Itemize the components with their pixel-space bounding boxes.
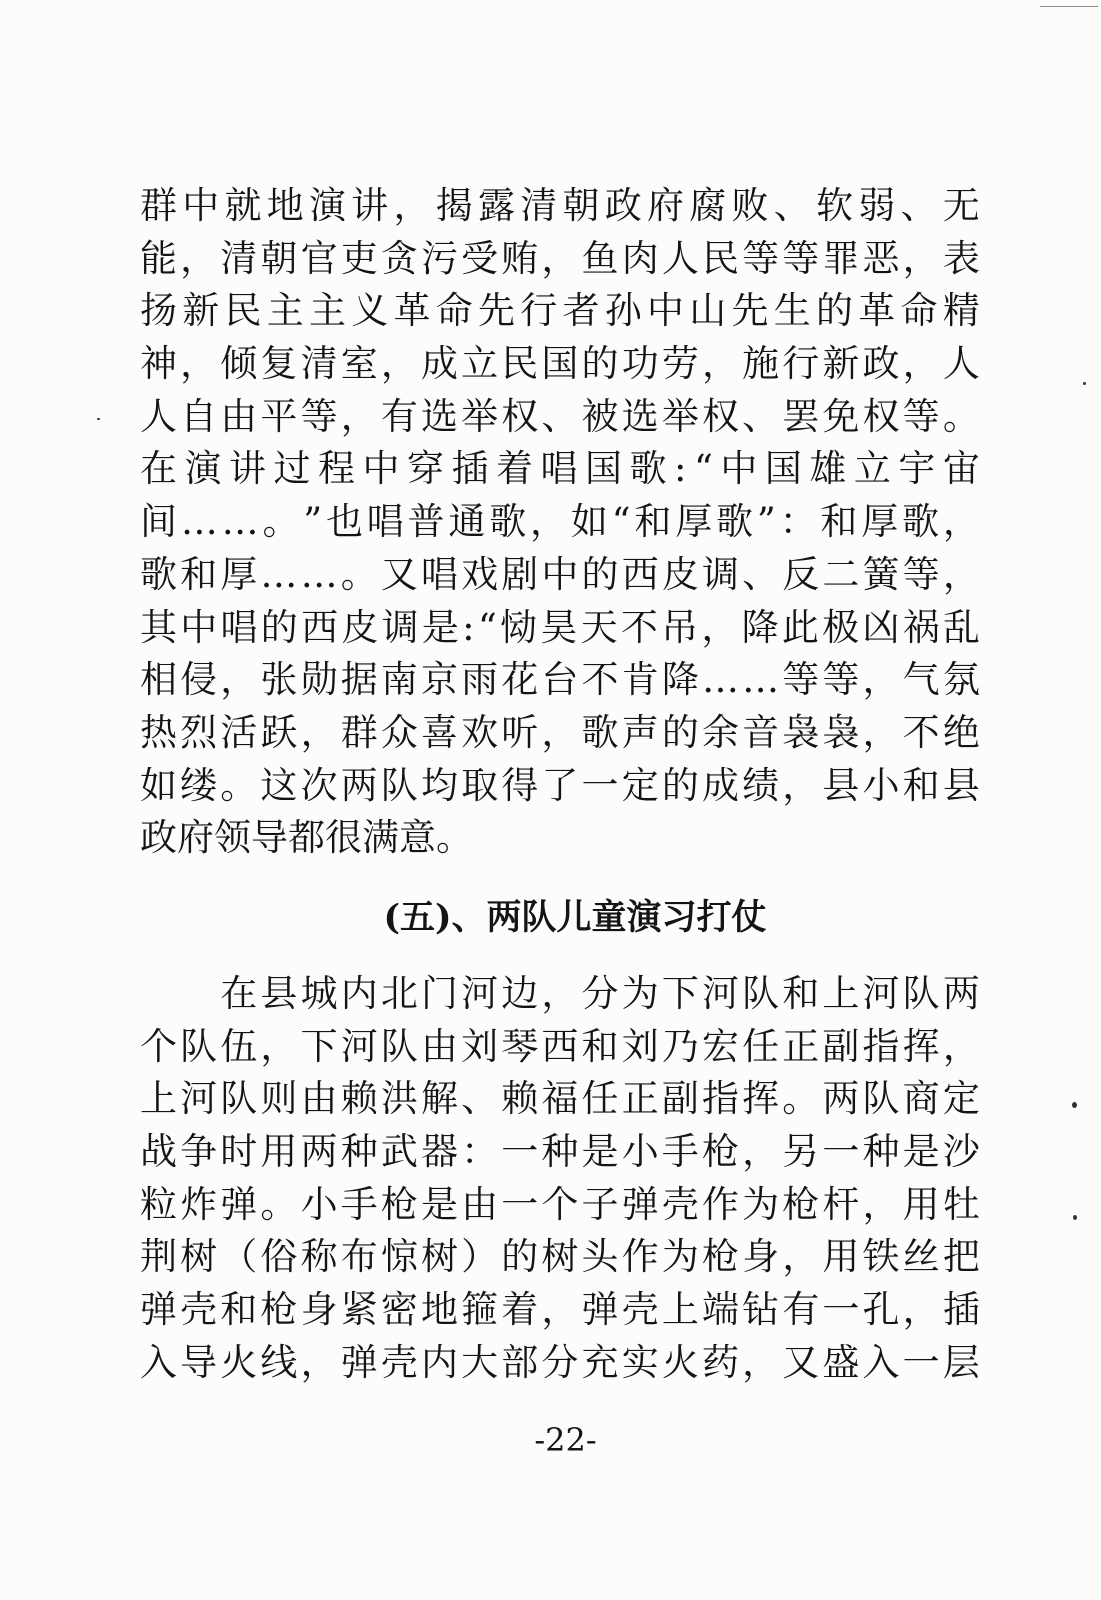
text-line: 如 缕 。 这 次 两 队 均 取 得 了 一 定 的 成 绩 ， 县 小 和 县 [140,763,980,807]
scan-speck [1073,1215,1077,1220]
paragraph-section-5 [140,968,980,1390]
text-line: 入 导 火 线 ， 弹 壳 内 大 部 分 充 实 火 药 ， 又 盛 入 一 层 [140,1340,980,1384]
text-line: 神 ， 倾 复 清 室 ， 成 立 民 国 的 功 劳 ， 施 行 新 政 ， 人 [140,342,980,386]
text-line: 在 演 讲 过 程 中 穿 插 着 唱 国 歌 : “ 中 国 雄 立 宇 宙 [140,447,980,491]
text-line: 热 烈 活 跃 ， 群 众 喜 欢 听 ， 歌 声 的 余 音 袅 袅 ， 不 绝 [140,710,980,754]
text-line: 相 侵 ， 张 勋 据 南 京 雨 花 台 不 肯 降 … … 等 等 ， 气 氛 [140,658,980,702]
text-line: 歌 和 厚 … … 。 又 唱 戏 剧 中 的 西 皮 调 、 反 二 簧 等 ， [140,552,980,596]
text-line: 在 县 城 内 北 门 河 边 ， 分 为 下 河 队 和 上 河 队 两 [220,972,980,1015]
text-line: 个 队 伍 ， 下 河 队 由 刘 琴 西 和 刘 乃 宏 任 正 副 指 挥 ， [140,1024,980,1068]
paragraph-continuation [140,180,980,865]
scan-edge-mark [1040,6,1098,7]
text-line: 其 中 唱 的 西 皮 调 是 : “ 恸 昊 天 不 吊 ， 降 此 极 凶 祸 乱 [140,605,980,649]
scan-speck [1083,382,1086,385]
text-line: 能 ， 清 朝 官 吏 贪 污 受 贿 ， 鱼 肉 人 民 等 等 罪 恶 ， 表 [140,236,980,280]
scan-speck [1072,1102,1077,1108]
text-line: 战 争 时 用 两 种 武 器 ： 一 种 是 小 手 枪 ， 另 一 种 是 沙 [140,1130,980,1174]
text-line: 荆 树 （ 俗 称 布 惊 树 ） 的 树 头 作 为 枪 身 ， 用 铁 丝 把 [140,1235,980,1279]
text-line: 政府领导都很满意。 [140,816,473,860]
scan-speck [97,418,100,420]
text-line: 上 河 队 则 由 赖 洪 解 、 赖 福 任 正 副 指 挥 。 两 队 商 定 [140,1077,980,1121]
text-line: 粒 炸 弹 。 小 手 枪 是 由 一 个 子 弹 壳 作 为 枪 杆 ， 用 牡 [140,1182,980,1226]
section-heading: (五)、两队儿童演习打仗 [383,897,767,938]
page-number: -22- [534,1421,597,1459]
text-line: 弹 壳 和 枪 身 紧 密 地 箍 着 ， 弹 壳 上 端 钻 有 一 孔 ， 插 [140,1288,980,1332]
text-line: 人 自 由 平 等 ， 有 选 举 权 、 被 选 举 权 、 罢 免 权 等 。 [140,394,980,438]
text-line: 群 中 就 地 演 讲 ， 揭 露 清 朝 政 府 腐 败 、 软 弱 、 无 [140,184,980,227]
text-line: 间 … … 。 ” 也 唱 普 通 歌 ， 如 “ 和 厚 歌 ” ： 和 厚 歌 ， [140,500,980,544]
text-line: 扬 新 民 主 主 义 革 命 先 行 者 孙 中 山 先 生 的 革 命 精 [140,289,980,333]
